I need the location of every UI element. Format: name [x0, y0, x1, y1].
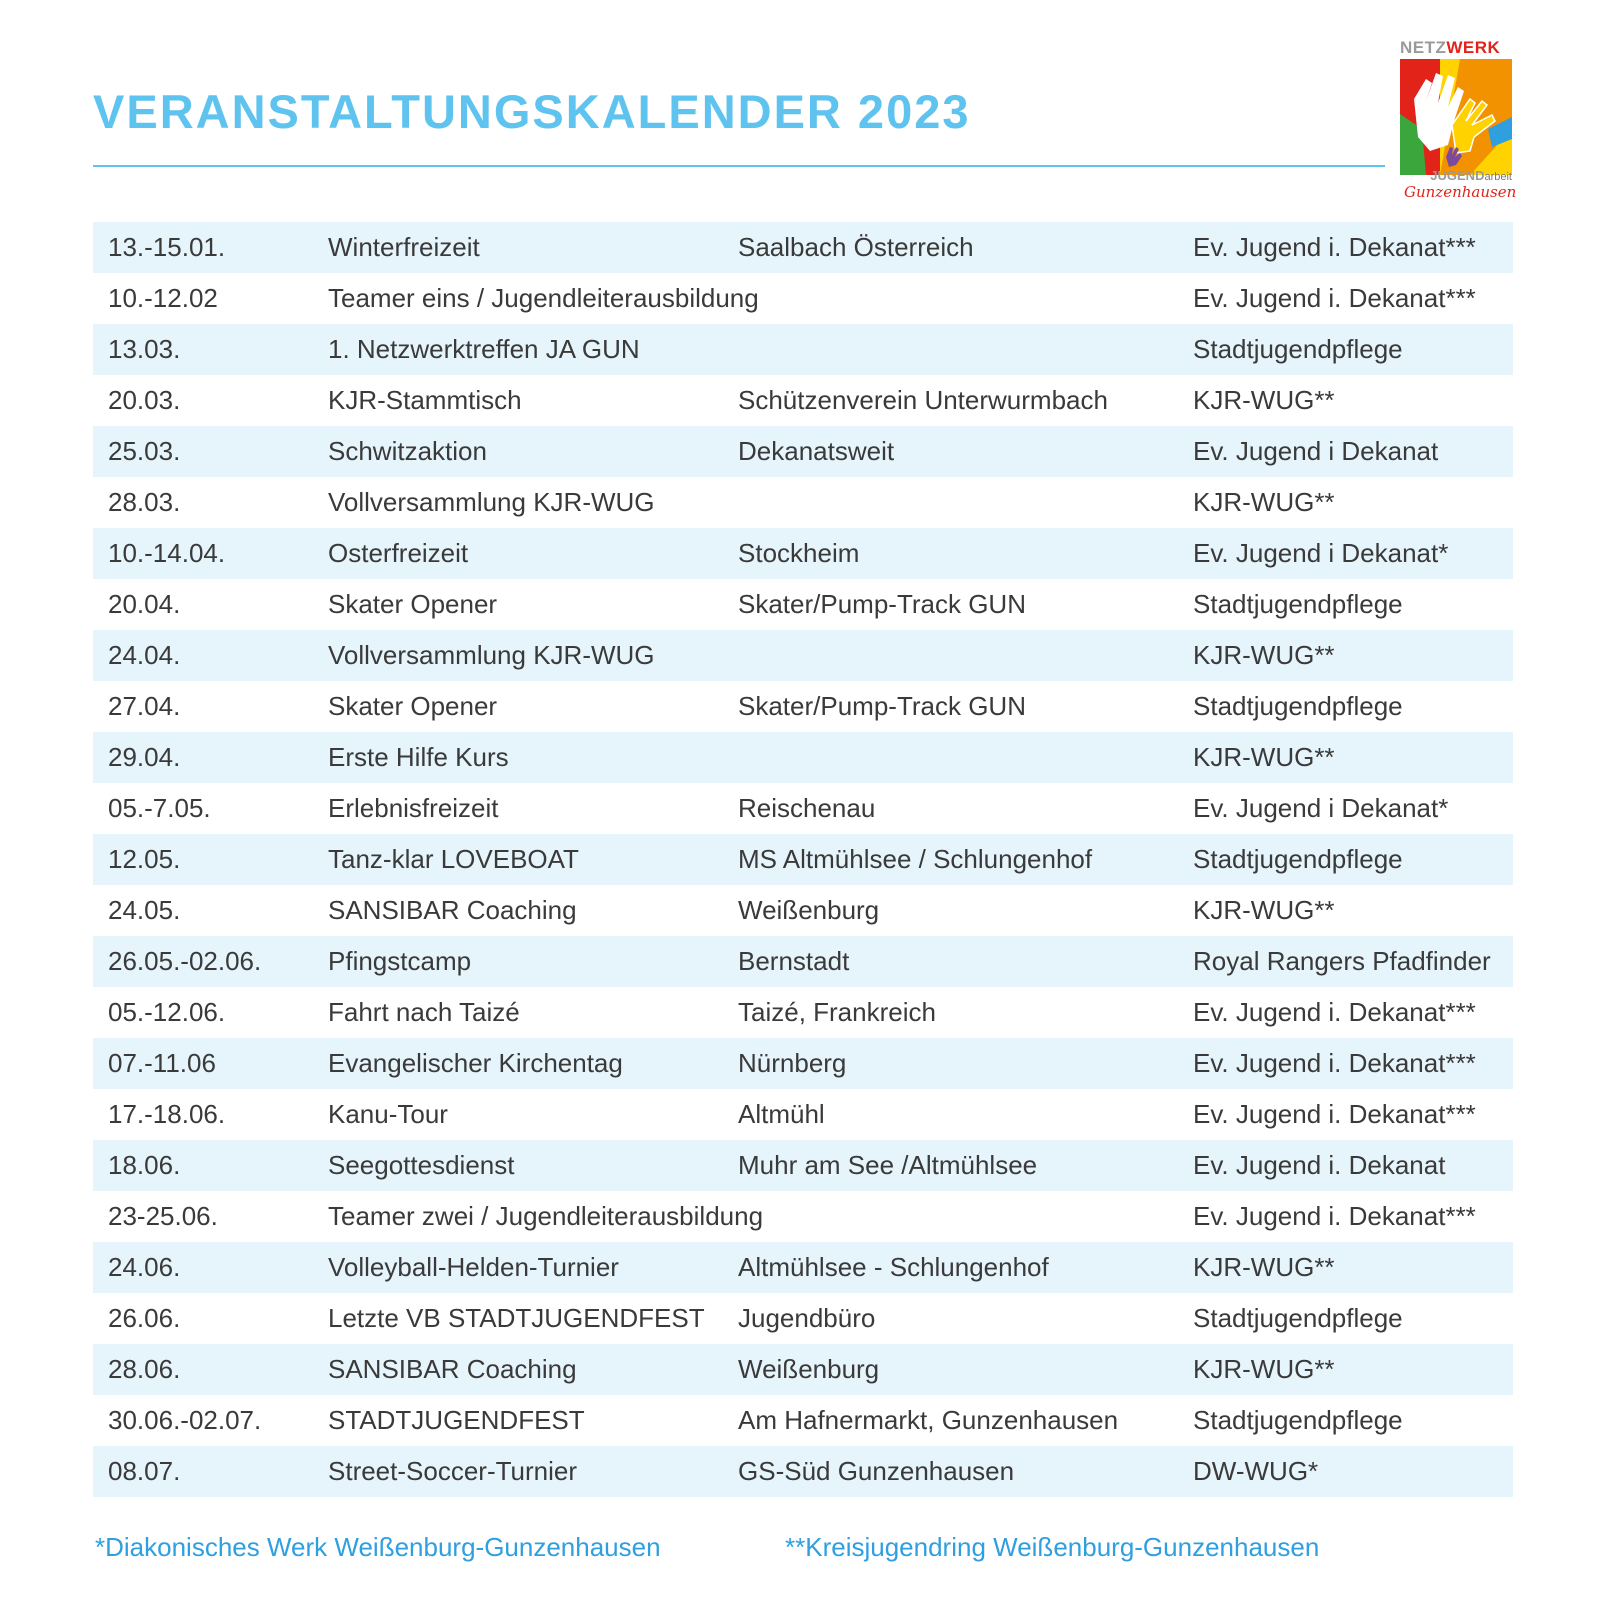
event-date: 13.03.	[108, 334, 181, 364]
event-row	[93, 222, 1513, 273]
event-date: 24.06.	[108, 1252, 181, 1282]
footnote-double-star: **Kreisjugendring Weißenburg-Gunzenhausen	[785, 1532, 1320, 1562]
event-date: 20.04.	[108, 589, 181, 619]
event-location: Weißenburg	[738, 1354, 880, 1384]
event-organizer: Ev. Jugend i. Dekanat***	[1193, 232, 1476, 262]
event-row	[93, 681, 1513, 732]
event-name: Erste Hilfe Kurs	[328, 742, 509, 772]
event-row	[93, 1344, 1513, 1395]
event-row	[93, 834, 1513, 885]
title-divider	[93, 165, 1385, 167]
event-date: 29.04.	[108, 742, 181, 772]
event-organizer: KJR-WUG**	[1193, 1354, 1335, 1384]
event-organizer: Ev. Jugend i. Dekanat***	[1193, 1201, 1476, 1231]
event-date: 10.-12.02	[108, 283, 218, 313]
events-table	[93, 222, 1513, 1497]
hands-logo-icon	[1400, 59, 1512, 175]
event-date: 05.-7.05.	[108, 793, 211, 823]
event-organizer: Ev. Jugend i. Dekanat	[1193, 1150, 1446, 1180]
event-organizer: Ev. Jugend i. Dekanat***	[1193, 1048, 1476, 1078]
event-row	[93, 1395, 1513, 1446]
event-name: Winterfreizeit	[328, 232, 480, 262]
event-location: Skater/Pump-Track GUN	[738, 589, 1026, 619]
event-organizer: Ev. Jugend i Dekanat*	[1193, 538, 1449, 568]
event-row	[93, 1038, 1513, 1089]
logo-script-text: Gunzenhausen	[1404, 183, 1517, 201]
event-name: Tanz-klar LOVEBOAT	[328, 844, 579, 874]
event-name: Skater Opener	[328, 589, 498, 619]
event-row	[93, 1191, 1513, 1242]
event-organizer: Stadtjugendpflege	[1193, 1303, 1403, 1333]
footnotes	[93, 1532, 1513, 1572]
event-row	[93, 732, 1513, 783]
netzwerk-logo	[1400, 38, 1520, 208]
event-organizer: Ev. Jugend i. Dekanat***	[1193, 1099, 1476, 1129]
event-name: Osterfreizeit	[328, 538, 469, 568]
event-organizer: KJR-WUG**	[1193, 742, 1335, 772]
event-row	[93, 1242, 1513, 1293]
event-date: 05.-12.06.	[108, 997, 226, 1027]
event-location: Reischenau	[738, 793, 876, 823]
event-name: Teamer zwei / Jugendleiterausbildung	[328, 1201, 764, 1231]
event-organizer: Stadtjugendpflege	[1193, 589, 1403, 619]
event-row	[93, 1293, 1513, 1344]
event-row	[93, 426, 1513, 477]
event-name: SANSIBAR Coaching	[328, 1354, 577, 1384]
event-date: 10.-14.04.	[108, 538, 226, 568]
event-date: 28.03.	[108, 487, 181, 517]
event-name: Volleyball-Helden-Turnier	[328, 1252, 619, 1282]
event-name: Evangelischer Kirchentag	[328, 1048, 623, 1078]
event-organizer: Ev. Jugend i. Dekanat***	[1193, 283, 1476, 313]
event-name: Teamer eins / Jugendleiterausbildung	[328, 283, 759, 313]
event-date: 13.-15.01.	[108, 232, 226, 262]
event-row	[93, 1089, 1513, 1140]
event-location: Saalbach Österreich	[738, 232, 974, 262]
event-row	[93, 477, 1513, 528]
event-organizer: KJR-WUG**	[1193, 1252, 1335, 1282]
event-name: Skater Opener	[328, 691, 498, 721]
event-row	[93, 1140, 1513, 1191]
event-name: 1. Netzwerktreffen JA GUN	[328, 334, 640, 364]
event-location: Jugendbüro	[738, 1303, 876, 1333]
footnote-single-star: *Diakonisches Werk Weißenburg-Gunzenhausen	[95, 1532, 661, 1562]
event-location: Taizé, Frankreich	[738, 997, 936, 1027]
event-organizer: Stadtjugendpflege	[1193, 691, 1403, 721]
event-location: Nürnberg	[738, 1048, 847, 1078]
event-organizer: Stadtjugendpflege	[1193, 1405, 1403, 1435]
event-row	[93, 528, 1513, 579]
event-location: GS-Süd Gunzenhausen	[738, 1456, 1015, 1486]
event-organizer: Royal Rangers Pfadfinder	[1193, 946, 1491, 976]
event-date: 25.03.	[108, 436, 181, 466]
event-row	[93, 987, 1513, 1038]
event-name: Vollversammlung KJR-WUG	[328, 640, 655, 670]
event-location: Am Hafnermarkt, Gunzenhausen	[738, 1405, 1119, 1435]
event-date: 27.04.	[108, 691, 181, 721]
event-name: Kanu-Tour	[328, 1099, 448, 1129]
event-location: Bernstadt	[738, 946, 850, 976]
page-title: VERANSTALTUNGSKALENDER 2023	[93, 85, 971, 138]
event-date: 26.06.	[108, 1303, 181, 1333]
event-date: 17.-18.06.	[108, 1099, 226, 1129]
event-date: 20.03.	[108, 385, 181, 415]
event-name: STADTJUGENDFEST	[328, 1405, 585, 1435]
event-date: 26.05.-02.06.	[108, 946, 262, 976]
event-location: Skater/Pump-Track GUN	[738, 691, 1026, 721]
event-organizer: KJR-WUG**	[1193, 895, 1335, 925]
event-organizer: Ev. Jugend i Dekanat	[1193, 436, 1439, 466]
event-name: KJR-Stammtisch	[328, 385, 522, 415]
event-name: SANSIBAR Coaching	[328, 895, 577, 925]
event-organizer: KJR-WUG**	[1193, 385, 1335, 415]
event-organizer: Stadtjugendpflege	[1193, 844, 1403, 874]
event-location: Weißenburg	[738, 895, 880, 925]
event-organizer: KJR-WUG**	[1193, 487, 1335, 517]
logo-wordmark: NETZWERK	[1400, 38, 1501, 57]
event-row	[93, 1446, 1513, 1497]
event-date: 07.-11.06	[108, 1048, 216, 1078]
event-name: Seegottesdienst	[328, 1150, 515, 1180]
event-row	[93, 579, 1513, 630]
event-row	[93, 885, 1513, 936]
event-row	[93, 375, 1513, 426]
event-row	[93, 324, 1513, 375]
event-date: 28.06.	[108, 1354, 181, 1384]
event-row	[93, 783, 1513, 834]
event-date: 08.07.	[108, 1456, 181, 1486]
event-location: Muhr am See /Altmühlsee	[738, 1150, 1038, 1180]
event-location: Dekanatsweit	[738, 436, 895, 466]
event-name: Vollversammlung KJR-WUG	[328, 487, 655, 517]
event-name: Pfingstcamp	[328, 946, 472, 976]
event-name: Schwitzaktion	[328, 436, 487, 466]
event-date: 12.05.	[108, 844, 181, 874]
event-location: Stockheim	[738, 538, 860, 568]
event-date: 30.06.-02.07.	[108, 1405, 262, 1435]
event-organizer: DW-WUG*	[1193, 1456, 1319, 1486]
event-location: Altmühl	[738, 1099, 825, 1129]
event-name: Street-Soccer-Turnier	[328, 1456, 577, 1486]
event-location: Schützenverein Unterwurmbach	[738, 385, 1108, 415]
event-organizer: Ev. Jugend i. Dekanat***	[1193, 997, 1476, 1027]
event-organizer: Ev. Jugend i Dekanat*	[1193, 793, 1449, 823]
event-location: MS Altmühlsee / Schlungenhof	[738, 844, 1093, 874]
event-name: Fahrt nach Taizé	[328, 997, 520, 1027]
event-row	[93, 273, 1513, 324]
event-name: Erlebnisfreizeit	[328, 793, 499, 823]
event-organizer: Stadtjugendpflege	[1193, 334, 1403, 364]
event-date: 24.05.	[108, 895, 181, 925]
event-date: 23-25.06.	[108, 1201, 218, 1231]
event-row	[93, 936, 1513, 987]
event-organizer: KJR-WUG**	[1193, 640, 1335, 670]
event-row	[93, 630, 1513, 681]
event-name: Letzte VB STADTJUGENDFEST	[328, 1303, 705, 1333]
event-location: Altmühlsee - Schlungenhof	[738, 1252, 1049, 1282]
event-date: 18.06.	[108, 1150, 181, 1180]
event-date: 24.04.	[108, 640, 181, 670]
logo-subtitle: JUGENDarbeit	[1430, 168, 1512, 183]
